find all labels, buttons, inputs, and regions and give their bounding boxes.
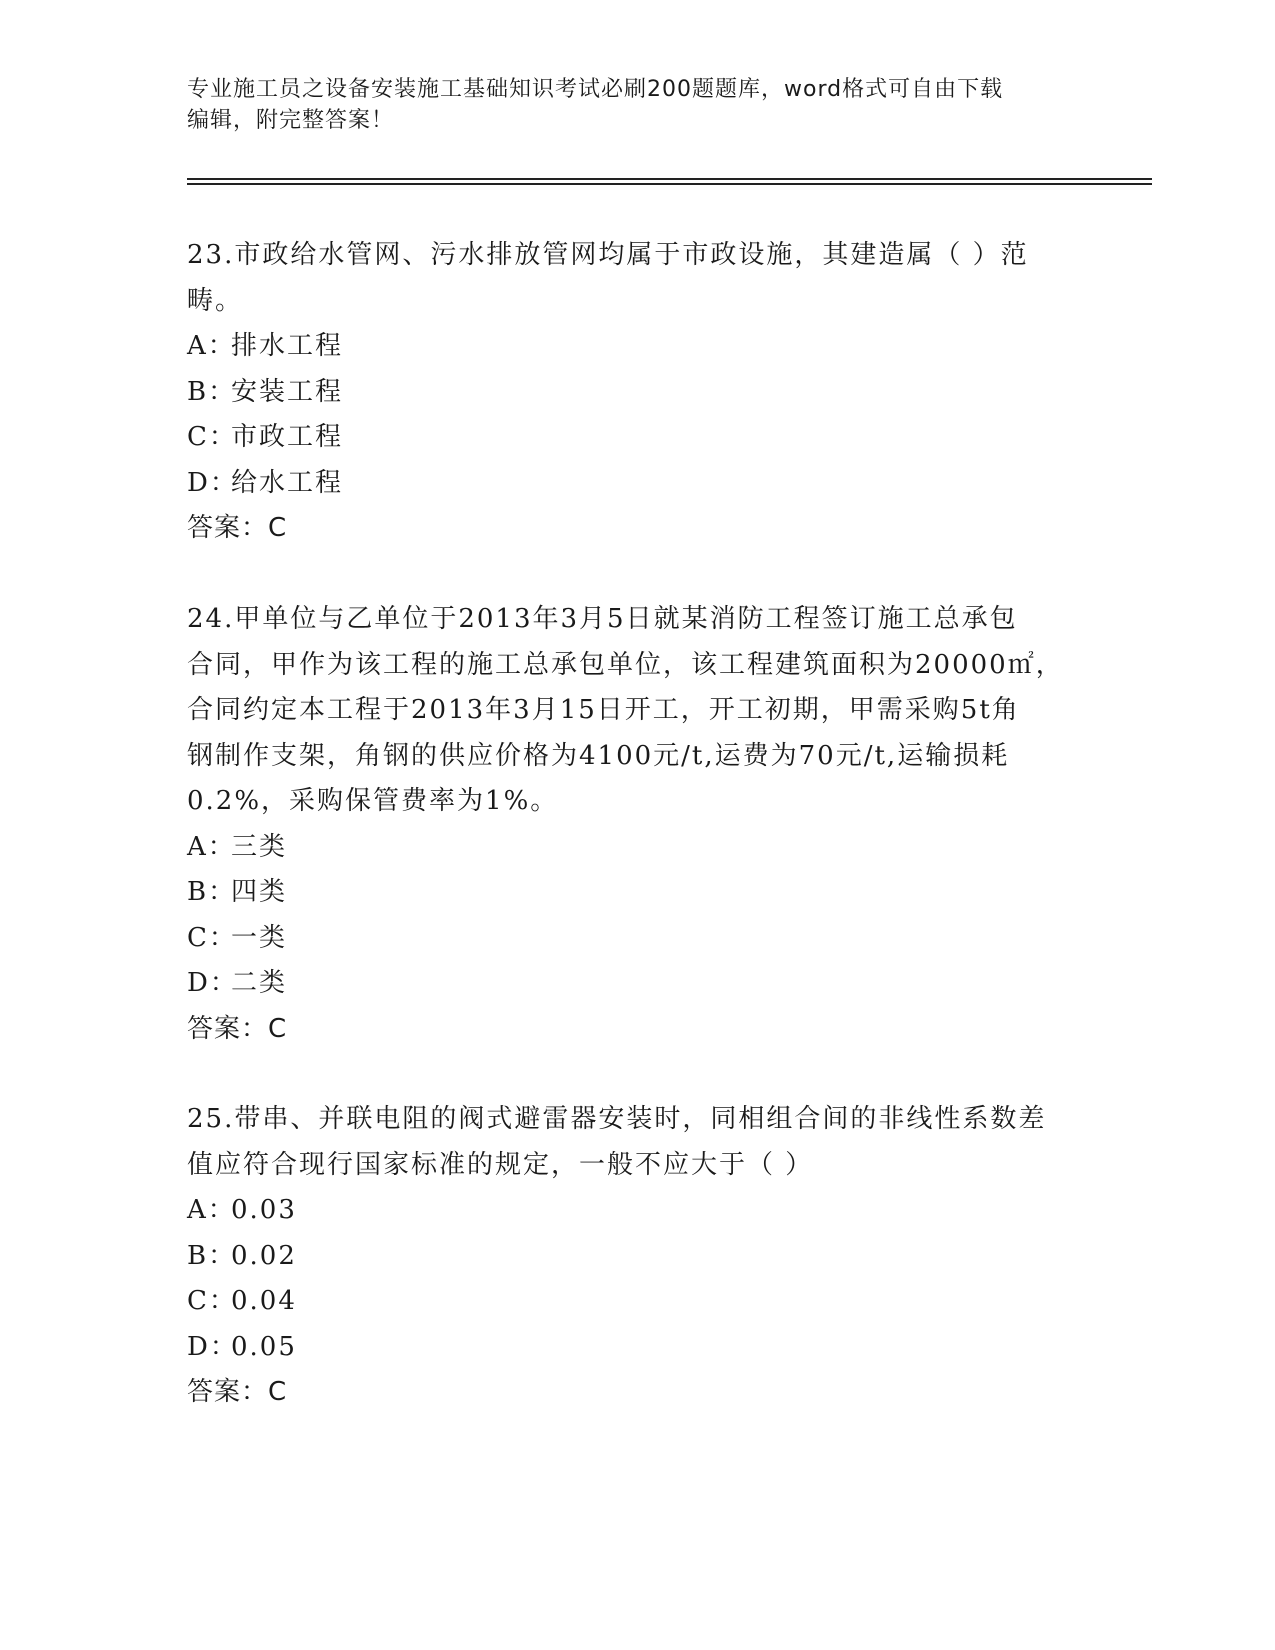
option-key: B： (187, 1240, 237, 1271)
option-text: 市政工程 (231, 422, 344, 452)
stem-line: 钢制作支架，角钢的供应价格为4100元/t,运费为70元/t,运输损耗 (187, 740, 1010, 771)
header-divider-bottom (187, 183, 1152, 185)
option-text: 二类 (231, 968, 288, 998)
option-key: A： (187, 1195, 236, 1225)
option-d (187, 461, 1067, 507)
question-25 (187, 1097, 1067, 1416)
option-text: 排水工程 (231, 331, 344, 361)
header-divider-top (187, 178, 1152, 180)
option-key: A： (187, 831, 236, 862)
option-text: 0.05 (231, 1331, 297, 1362)
option-key: B： (187, 877, 237, 907)
option-key: D： (187, 1331, 238, 1362)
option-c (187, 916, 1067, 962)
option-key: A： (187, 331, 236, 361)
stem-line: 25.带串、并联电阻的阀式避雷器安装时，同相组合间的非线性系数差 (187, 1104, 1047, 1134)
option-b (187, 870, 1067, 916)
stem-line: 畴。 (187, 285, 244, 316)
option-b (187, 370, 1067, 416)
option-d (187, 1325, 1067, 1371)
stem-line: 合同约定本工程于2013年3月15日开工，开工初期，甲需采购5t角 (187, 695, 1020, 725)
option-text: 三类 (231, 831, 288, 862)
header-title-line2: 编辑，附完整答案！ (187, 108, 395, 133)
option-key: B： (187, 376, 237, 407)
question-stem (187, 233, 1067, 324)
option-a (187, 1188, 1067, 1234)
answer-text: 答案：C (187, 513, 288, 543)
question-stem (187, 597, 1067, 825)
option-list (187, 1188, 1067, 1370)
option-c (187, 1279, 1067, 1325)
option-key: C： (187, 922, 237, 953)
option-key: C： (187, 1286, 237, 1316)
option-text: 一类 (231, 922, 288, 953)
option-a (187, 825, 1067, 871)
option-b (187, 1234, 1067, 1280)
option-c (187, 415, 1067, 461)
option-text: 安装工程 (231, 376, 344, 407)
option-a (187, 324, 1067, 370)
question-23 (187, 233, 1067, 552)
option-text: 给水工程 (231, 467, 344, 498)
answer-text: 答案：C (187, 1013, 288, 1044)
header-title-line1: 专业施工员之设备安装施工基础知识考试必刷200题题库，word格式可自由下载 (187, 77, 1004, 102)
option-key: C： (187, 422, 237, 452)
option-text: 四类 (231, 877, 288, 907)
option-list (187, 324, 1067, 506)
question-24 (187, 597, 1067, 1052)
stem-line: 0.2%，采购保管费率为1%。 (187, 786, 559, 816)
option-key: D： (187, 968, 238, 998)
document-header (187, 74, 1067, 136)
option-text: 0.02 (231, 1240, 297, 1271)
stem-line: 23.市政给水管网、污水排放管网均属于市政设施，其建造属（ ）范 (187, 240, 1029, 270)
option-list (187, 825, 1067, 1007)
stem-line: 合同，甲作为该工程的施工总承包单位，该工程建筑面积为20000㎡， (187, 649, 1064, 680)
option-text: 0.03 (231, 1195, 297, 1225)
stem-line: 值应符合现行国家标准的规定，一般不应大于（ ） (187, 1149, 814, 1180)
question-stem (187, 1097, 1067, 1188)
option-d (187, 961, 1067, 1007)
stem-line: 24.甲单位与乙单位于2013年3月5日就某消防工程签订施工总承包 (187, 604, 1018, 634)
answer-text: 答案：C (187, 1377, 288, 1407)
option-text: 0.04 (231, 1286, 297, 1316)
option-key: D： (187, 467, 238, 498)
